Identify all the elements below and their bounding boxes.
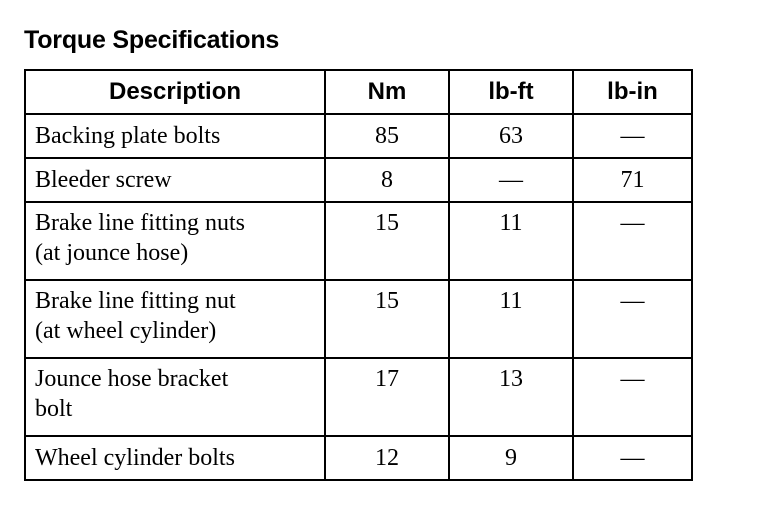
lbft-cell: 9 — [449, 436, 573, 480]
header-description: Description — [25, 70, 325, 114]
header-lbin: lb-in — [573, 70, 692, 114]
table-row — [25, 114, 692, 158]
lbin-cell: — — [573, 202, 692, 280]
description-cell — [25, 158, 325, 202]
lbft-cell: 13 — [449, 358, 573, 436]
torque-spec-table — [24, 69, 693, 481]
description-text: Brake line fitting nuts — [35, 210, 245, 236]
description-cell — [25, 202, 325, 280]
table-row — [25, 436, 692, 480]
description-text: Brake line fitting nut — [35, 288, 236, 314]
description-note: (at wheel cylinder) — [35, 318, 217, 344]
lbft-cell: 11 — [449, 202, 573, 280]
nm-cell: 85 — [325, 114, 449, 158]
nm-cell: 12 — [325, 436, 449, 480]
table-row — [25, 280, 692, 358]
description-text: Jounce hose bracket — [35, 366, 229, 392]
lbin-cell: — — [573, 280, 692, 358]
nm-cell: 8 — [325, 158, 449, 202]
description-cell — [25, 280, 325, 358]
lbft-cell: 63 — [449, 114, 573, 158]
description-cell — [25, 436, 325, 480]
description-note: (at jounce hose) — [35, 240, 189, 266]
header-lbft: lb-ft — [449, 70, 573, 114]
nm-cell: 15 — [325, 280, 449, 358]
description-cell — [25, 114, 325, 158]
lbft-cell: 11 — [449, 280, 573, 358]
table-row — [25, 202, 692, 280]
description-text: Backing plate bolts — [35, 123, 221, 149]
lbin-cell: 71 — [573, 158, 692, 202]
description-text: Wheel cylinder bolts — [35, 445, 235, 471]
table-row — [25, 158, 692, 202]
description-note: bolt — [35, 396, 73, 422]
lbin-cell: — — [573, 358, 692, 436]
description-text: Bleeder screw — [35, 167, 172, 193]
header-nm: Nm — [325, 70, 449, 114]
lbin-cell: — — [573, 114, 692, 158]
description-cell — [25, 358, 325, 436]
table-header-row — [25, 70, 692, 114]
nm-cell: 15 — [325, 202, 449, 280]
lbft-cell: — — [449, 158, 573, 202]
lbin-cell: — — [573, 436, 692, 480]
nm-cell: 17 — [325, 358, 449, 436]
page-title: Torque Specifications — [24, 26, 280, 54]
table-row — [25, 358, 692, 436]
